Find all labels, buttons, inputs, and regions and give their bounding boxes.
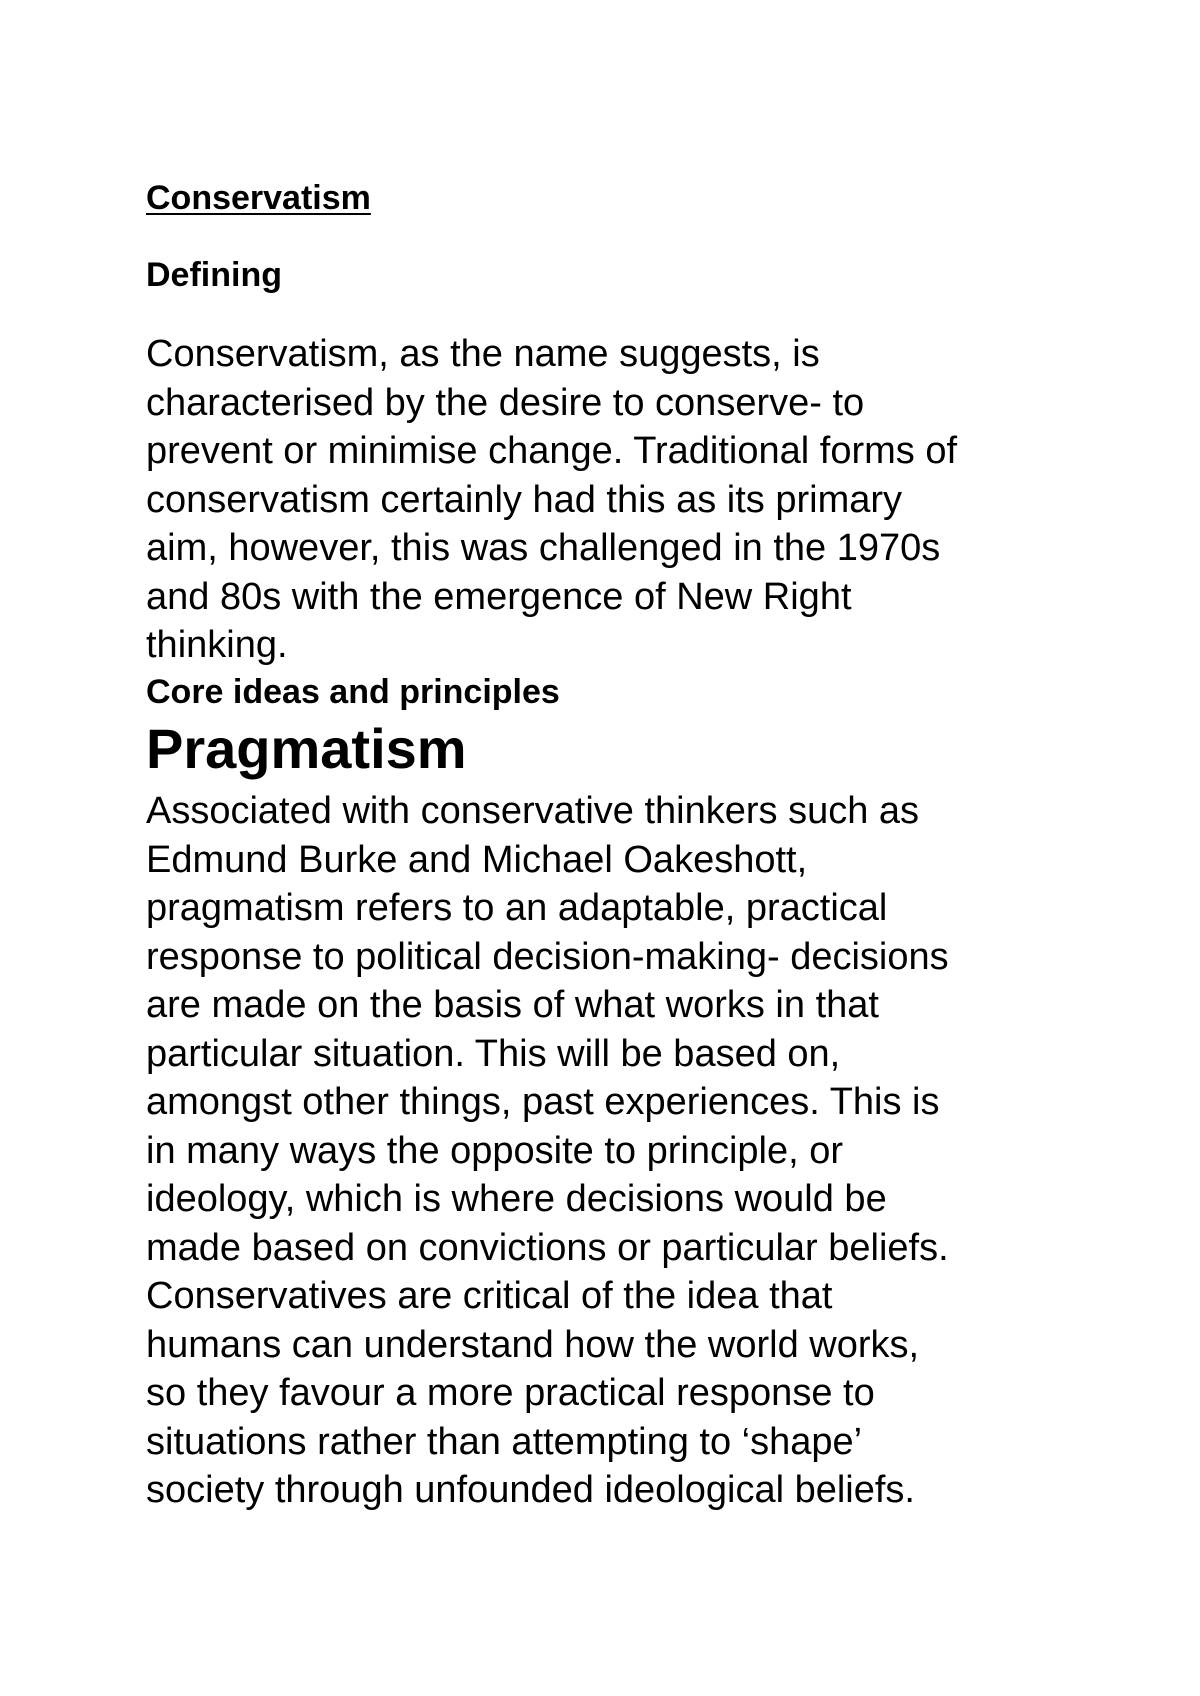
defining-heading: Defining <box>146 256 282 294</box>
document-title: Conservatism <box>146 179 371 217</box>
paragraph-line: ideology, which is where decisions would be <box>146 1178 887 1220</box>
paragraph-line: pragmatism refers to an adaptable, practical <box>146 887 888 929</box>
paragraph-line: conservatism certainly had this as its primary <box>146 478 903 521</box>
paragraph-line: response to political decision-making- decisions <box>146 935 949 978</box>
paragraph-line: humans can understand how the world works, <box>146 1323 920 1366</box>
defining-paragraph <box>146 330 1086 670</box>
pragmatism-heading: Pragmatism <box>146 717 467 780</box>
paragraph-line: characterised by the desire to conserve- to <box>146 381 865 424</box>
paragraph-line: thinking. <box>146 624 288 666</box>
paragraph-line: society through unfounded ideological beliefs. <box>146 1469 915 1511</box>
paragraph-line: Conservatism, as the name suggests, is <box>146 333 820 375</box>
paragraph-line: prevent or minimise change. Traditional forms of <box>146 430 958 472</box>
paragraph-line: aim, however, this was challenged in the 1970s <box>146 527 941 569</box>
paragraph-line: particular situation. This will be based on, <box>146 1032 841 1075</box>
paragraph-line: so they favour a more practical response to <box>146 1372 875 1414</box>
paragraph-line: and 80s with the emergence of New Right <box>146 575 852 618</box>
paragraph-line: made based on convictions or particular beliefs. <box>146 1226 949 1269</box>
pragmatism-paragraph <box>146 787 1086 1515</box>
core-ideas-heading: Core ideas and principles <box>146 673 560 711</box>
paragraph-line: Edmund Burke and Michael Oakeshott, <box>146 838 808 881</box>
paragraph-line: Associated with conservative thinkers such as <box>146 790 920 832</box>
paragraph-line: amongst other things, past experiences. This is <box>146 1081 940 1123</box>
paragraph-line: situations rather than attempting to ‘shape’ <box>146 1420 863 1463</box>
paragraph-line: in many ways the opposite to principle, or <box>146 1129 844 1172</box>
paragraph-line: are made on the basis of what works in that <box>146 984 879 1026</box>
paragraph-line: Conservatives are critical of the idea that <box>146 1275 833 1317</box>
